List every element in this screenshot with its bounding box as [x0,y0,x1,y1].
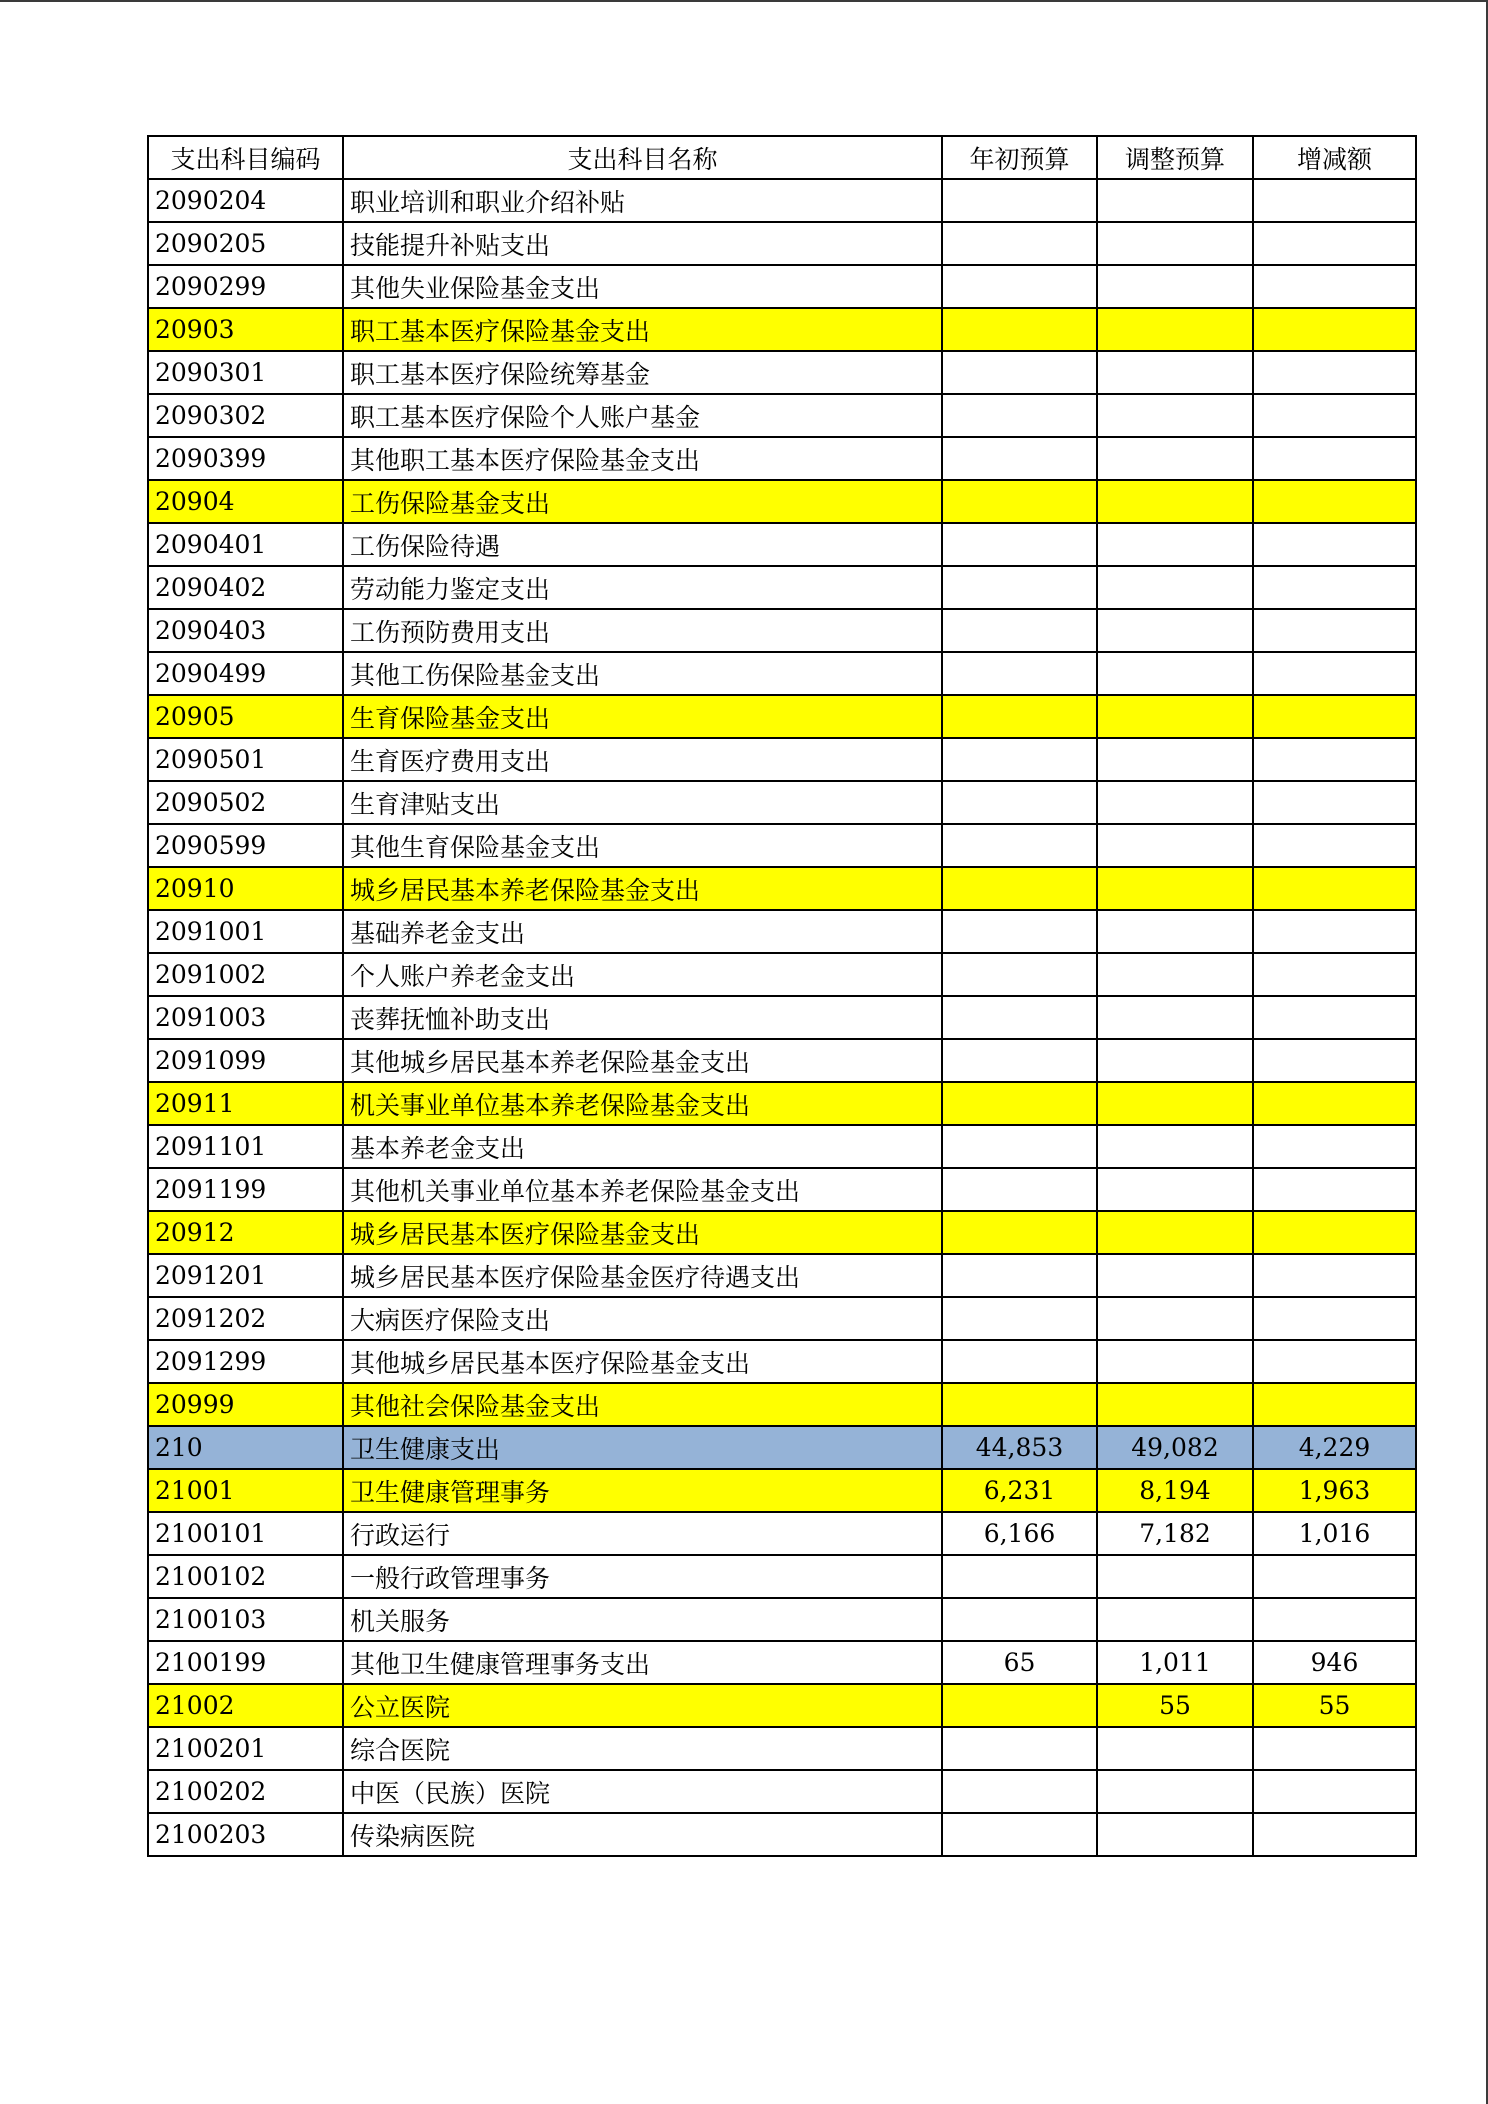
row-change-cell [1253,394,1416,437]
row-initial-budget-cell [942,265,1097,308]
table-row [148,308,1416,351]
row-change-cell: 4,229 [1253,1426,1416,1469]
row-code-cell: 2090399 [148,437,343,480]
row-initial-budget-cell [942,1039,1097,1082]
row-code-cell: 2090501 [148,738,343,781]
row-change-cell [1253,179,1416,222]
row-change-cell [1253,695,1416,738]
header-row [148,136,1416,179]
row-code-cell: 2090599 [148,824,343,867]
table-row [148,1383,1416,1426]
row-adjusted-budget-cell [1097,1125,1253,1168]
table-row [148,1727,1416,1770]
row-name-cell: 基本养老金支出 [343,1125,942,1168]
header-name: 支出科目名称 [343,136,942,179]
row-change-cell [1253,1770,1416,1813]
row-name-cell: 其他城乡居民基本养老保险基金支出 [343,1039,942,1082]
row-name-cell: 生育保险基金支出 [343,695,942,738]
row-code-cell: 2100102 [148,1555,343,1598]
row-name-cell: 工伤预防费用支出 [343,609,942,652]
row-name-cell: 卫生健康支出 [343,1426,942,1469]
row-adjusted-budget-cell: 55 [1097,1684,1253,1727]
row-code-cell: 20910 [148,867,343,910]
row-name-cell: 城乡居民基本医疗保险基金支出 [343,1211,942,1254]
table-row [148,695,1416,738]
row-initial-budget-cell [942,1340,1097,1383]
row-adjusted-budget-cell [1097,566,1253,609]
row-change-cell [1253,1082,1416,1125]
table-row [148,394,1416,437]
row-name-cell: 个人账户养老金支出 [343,953,942,996]
row-adjusted-budget-cell [1097,480,1253,523]
row-initial-budget-cell [942,1254,1097,1297]
row-name-cell: 综合医院 [343,1727,942,1770]
row-change-cell [1253,1168,1416,1211]
row-name-cell: 机关服务 [343,1598,942,1641]
table-row [148,1039,1416,1082]
table-row [148,1512,1416,1555]
table-row [148,652,1416,695]
row-initial-budget-cell [942,781,1097,824]
row-code-cell: 2090205 [148,222,343,265]
header-code: 支出科目编码 [148,136,343,179]
table-row [148,1211,1416,1254]
row-adjusted-budget-cell [1097,1727,1253,1770]
row-initial-budget-cell [942,1297,1097,1340]
table-row [148,523,1416,566]
row-name-cell: 传染病医院 [343,1813,942,1856]
row-change-cell [1253,1297,1416,1340]
header-initial-budget: 年初预算 [942,136,1097,179]
row-name-cell: 行政运行 [343,1512,942,1555]
table-row [148,265,1416,308]
table-row [148,222,1416,265]
row-adjusted-budget-cell [1097,1039,1253,1082]
row-change-cell [1253,1598,1416,1641]
row-name-cell: 基础养老金支出 [343,910,942,953]
row-name-cell: 其他机关事业单位基本养老保险基金支出 [343,1168,942,1211]
row-name-cell: 其他生育保险基金支出 [343,824,942,867]
row-name-cell: 其他城乡居民基本医疗保险基金支出 [343,1340,942,1383]
row-initial-budget-cell [942,953,1097,996]
table-row [148,1641,1416,1684]
row-change-cell [1253,351,1416,394]
row-adjusted-budget-cell [1097,1383,1253,1426]
row-initial-budget-cell [942,1125,1097,1168]
row-code-cell: 2091001 [148,910,343,953]
row-code-cell: 2090302 [148,394,343,437]
row-adjusted-budget-cell [1097,953,1253,996]
row-initial-budget-cell [942,566,1097,609]
row-change-cell [1253,265,1416,308]
row-adjusted-budget-cell [1097,394,1253,437]
row-code-cell: 2090402 [148,566,343,609]
row-change-cell [1253,1125,1416,1168]
row-change-cell: 55 [1253,1684,1416,1727]
table-row [148,351,1416,394]
row-initial-budget-cell [942,1555,1097,1598]
row-code-cell: 2091202 [148,1297,343,1340]
row-adjusted-budget-cell [1097,1297,1253,1340]
row-initial-budget-cell: 6,166 [942,1512,1097,1555]
row-code-cell: 2091201 [148,1254,343,1297]
row-code-cell: 20905 [148,695,343,738]
row-code-cell: 2091002 [148,953,343,996]
row-adjusted-budget-cell: 1,011 [1097,1641,1253,1684]
row-adjusted-budget-cell [1097,1813,1253,1856]
row-code-cell: 210 [148,1426,343,1469]
row-name-cell: 公立医院 [343,1684,942,1727]
row-adjusted-budget-cell [1097,222,1253,265]
row-change-cell [1253,566,1416,609]
row-initial-budget-cell [942,394,1097,437]
row-code-cell: 21001 [148,1469,343,1512]
table-row [148,437,1416,480]
row-code-cell: 2090502 [148,781,343,824]
table-row [148,179,1416,222]
row-initial-budget-cell [942,867,1097,910]
row-name-cell: 卫生健康管理事务 [343,1469,942,1512]
table-row [148,1426,1416,1469]
table-row [148,566,1416,609]
row-change-cell [1253,1039,1416,1082]
row-adjusted-budget-cell [1097,1598,1253,1641]
row-initial-budget-cell [942,1383,1097,1426]
row-name-cell: 职工基本医疗保险基金支出 [343,308,942,351]
row-code-cell: 21002 [148,1684,343,1727]
table-row [148,867,1416,910]
row-name-cell: 中医（民族）医院 [343,1770,942,1813]
row-change-cell [1253,910,1416,953]
row-change-cell [1253,738,1416,781]
row-change-cell [1253,1383,1416,1426]
table-row [148,738,1416,781]
row-initial-budget-cell [942,609,1097,652]
row-code-cell: 2091199 [148,1168,343,1211]
row-change-cell [1253,1727,1416,1770]
row-name-cell: 职工基本医疗保险统筹基金 [343,351,942,394]
row-change-cell [1253,1555,1416,1598]
row-change-cell [1253,1340,1416,1383]
row-code-cell: 20903 [148,308,343,351]
row-adjusted-budget-cell: 7,182 [1097,1512,1253,1555]
row-change-cell [1253,1211,1416,1254]
row-name-cell: 职业培训和职业介绍补贴 [343,179,942,222]
row-code-cell: 20904 [148,480,343,523]
row-initial-budget-cell [942,1598,1097,1641]
row-change-cell: 946 [1253,1641,1416,1684]
row-initial-budget-cell [942,1727,1097,1770]
row-initial-budget-cell [942,480,1097,523]
row-code-cell: 20999 [148,1383,343,1426]
row-change-cell [1253,824,1416,867]
row-initial-budget-cell [942,1168,1097,1211]
row-code-cell: 2100203 [148,1813,343,1856]
header-adjusted-budget: 调整预算 [1097,136,1253,179]
row-name-cell: 职工基本医疗保险个人账户基金 [343,394,942,437]
row-adjusted-budget-cell [1097,437,1253,480]
row-initial-budget-cell: 6,231 [942,1469,1097,1512]
row-adjusted-budget-cell [1097,867,1253,910]
row-change-cell [1253,609,1416,652]
row-code-cell: 2100103 [148,1598,343,1641]
row-code-cell: 20912 [148,1211,343,1254]
table-row [148,609,1416,652]
row-initial-budget-cell [942,824,1097,867]
row-name-cell: 生育津贴支出 [343,781,942,824]
row-adjusted-budget-cell [1097,1082,1253,1125]
table-row [148,1598,1416,1641]
table-row [148,1168,1416,1211]
row-adjusted-budget-cell [1097,1254,1253,1297]
row-initial-budget-cell: 44,853 [942,1426,1097,1469]
row-name-cell: 一般行政管理事务 [343,1555,942,1598]
row-name-cell: 城乡居民基本养老保险基金支出 [343,867,942,910]
row-initial-budget-cell [942,1813,1097,1856]
row-adjusted-budget-cell [1097,609,1253,652]
row-name-cell: 其他工伤保险基金支出 [343,652,942,695]
row-name-cell: 工伤保险基金支出 [343,480,942,523]
table-row [148,996,1416,1039]
row-initial-budget-cell [942,1211,1097,1254]
row-name-cell: 工伤保险待遇 [343,523,942,566]
row-name-cell: 丧葬抚恤补助支出 [343,996,942,1039]
row-initial-budget-cell [942,738,1097,781]
row-adjusted-budget-cell [1097,652,1253,695]
row-initial-budget-cell [942,523,1097,566]
budget-table [147,135,1417,1857]
row-initial-budget-cell [942,1770,1097,1813]
row-initial-budget-cell [942,222,1097,265]
row-adjusted-budget-cell [1097,1211,1253,1254]
table-row [148,910,1416,953]
row-change-cell [1253,1254,1416,1297]
row-change-cell [1253,523,1416,566]
row-initial-budget-cell [942,910,1097,953]
row-initial-budget-cell: 65 [942,1641,1097,1684]
row-initial-budget-cell [942,1082,1097,1125]
row-change-cell [1253,652,1416,695]
row-change-cell: 1,016 [1253,1512,1416,1555]
row-change-cell [1253,222,1416,265]
row-change-cell [1253,953,1416,996]
row-change-cell [1253,996,1416,1039]
row-name-cell: 其他失业保险基金支出 [343,265,942,308]
row-code-cell: 2090301 [148,351,343,394]
row-code-cell: 2100201 [148,1727,343,1770]
row-name-cell: 大病医疗保险支出 [343,1297,942,1340]
table-row [148,824,1416,867]
row-name-cell: 城乡居民基本医疗保险基金医疗待遇支出 [343,1254,942,1297]
row-adjusted-budget-cell [1097,695,1253,738]
row-name-cell: 机关事业单位基本养老保险基金支出 [343,1082,942,1125]
row-initial-budget-cell [942,437,1097,480]
table-row [148,1555,1416,1598]
row-name-cell: 其他社会保险基金支出 [343,1383,942,1426]
row-code-cell: 2091003 [148,996,343,1039]
row-change-cell: 1,963 [1253,1469,1416,1512]
row-initial-budget-cell [942,308,1097,351]
page-border-top [0,0,1488,2]
row-change-cell [1253,480,1416,523]
table-row [148,1254,1416,1297]
row-code-cell: 2090204 [148,179,343,222]
row-code-cell: 2090299 [148,265,343,308]
row-code-cell: 2091099 [148,1039,343,1082]
row-adjusted-budget-cell: 49,082 [1097,1426,1253,1469]
table-row [148,1082,1416,1125]
row-change-cell [1253,1813,1416,1856]
row-code-cell: 2091101 [148,1125,343,1168]
row-code-cell: 2090403 [148,609,343,652]
row-change-cell [1253,867,1416,910]
table-row [148,1469,1416,1512]
row-adjusted-budget-cell: 8,194 [1097,1469,1253,1512]
row-name-cell: 劳动能力鉴定支出 [343,566,942,609]
row-adjusted-budget-cell [1097,1555,1253,1598]
row-initial-budget-cell [942,351,1097,394]
row-code-cell: 2091299 [148,1340,343,1383]
row-adjusted-budget-cell [1097,265,1253,308]
table-row [148,1297,1416,1340]
table-row [148,1684,1416,1727]
table-row [148,480,1416,523]
header-change: 增减额 [1253,136,1416,179]
row-name-cell: 其他卫生健康管理事务支出 [343,1641,942,1684]
budget-table-header [148,136,1416,179]
row-name-cell: 其他职工基本医疗保险基金支出 [343,437,942,480]
row-initial-budget-cell [942,1684,1097,1727]
table-row [148,1125,1416,1168]
row-change-cell [1253,437,1416,480]
row-adjusted-budget-cell [1097,351,1253,394]
table-row [148,953,1416,996]
table-row [148,1770,1416,1813]
row-code-cell: 2100101 [148,1512,343,1555]
row-name-cell: 生育医疗费用支出 [343,738,942,781]
row-adjusted-budget-cell [1097,1340,1253,1383]
row-code-cell: 2090401 [148,523,343,566]
row-adjusted-budget-cell [1097,781,1253,824]
row-code-cell: 2090499 [148,652,343,695]
table-row [148,1340,1416,1383]
row-adjusted-budget-cell [1097,1770,1253,1813]
budget-table-body [148,179,1416,1856]
row-adjusted-budget-cell [1097,523,1253,566]
row-adjusted-budget-cell [1097,910,1253,953]
row-code-cell: 2100202 [148,1770,343,1813]
row-adjusted-budget-cell [1097,738,1253,781]
row-initial-budget-cell [942,695,1097,738]
row-adjusted-budget-cell [1097,179,1253,222]
row-adjusted-budget-cell [1097,824,1253,867]
table-row [148,1813,1416,1856]
row-adjusted-budget-cell [1097,308,1253,351]
row-code-cell: 20911 [148,1082,343,1125]
row-initial-budget-cell [942,652,1097,695]
row-change-cell [1253,781,1416,824]
row-initial-budget-cell [942,996,1097,1039]
row-code-cell: 2100199 [148,1641,343,1684]
row-adjusted-budget-cell [1097,996,1253,1039]
row-adjusted-budget-cell [1097,1168,1253,1211]
table-row [148,781,1416,824]
row-initial-budget-cell [942,179,1097,222]
row-change-cell [1253,308,1416,351]
row-name-cell: 技能提升补贴支出 [343,222,942,265]
